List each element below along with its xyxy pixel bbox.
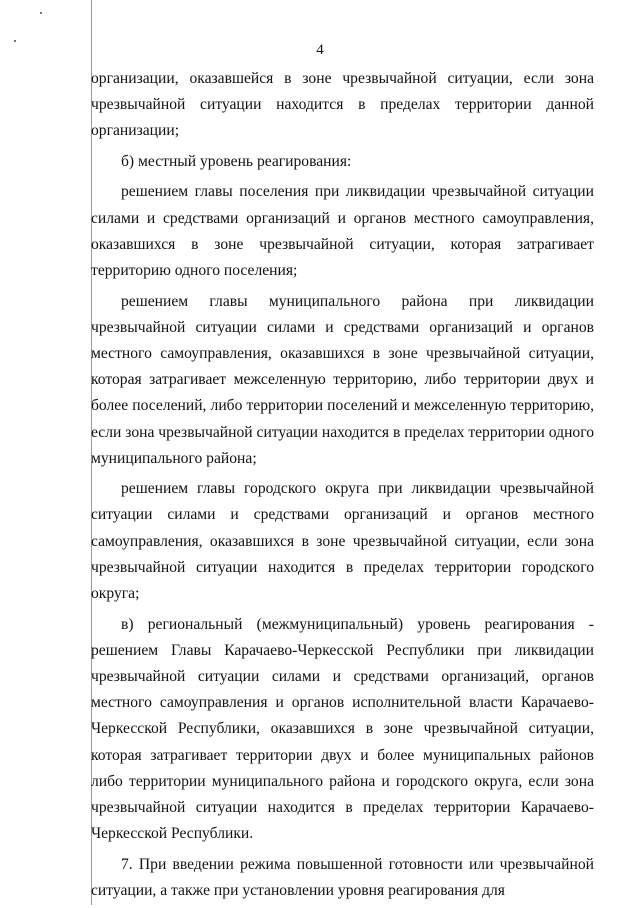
paragraph: организации, оказавшейся в зоне чрезвычайной ситуации, если зона чрезвычайной ситуации находится в пределах территории данной организации; — [91, 70, 594, 140]
scan-speck — [40, 12, 42, 14]
paragraph: решением главы городского округа при ликвидации чрезвычайной ситуации силами и средствами организаций и органов местного самоуправления, оказавшихся в зоне чрезвычайной ситуации, если зона чрезвычайной ситуации находится в пределах территории городского округа; — [91, 480, 594, 603]
paragraph: решением главы поселения при ликвидации чрезвычайной ситуации силами и средствами организаций и органов местного самоуправления, оказавшихся в зоне чрезвычайной ситуации, которая затрагивает территорию одного поселения; — [91, 183, 594, 280]
document-body — [91, 66, 594, 908]
paragraph: решением главы муниципального района при ликвидации чрезвычайной ситуации силами и средствами организаций и органов местного самоуправления, оказавшихся в зоне чрезвычайной ситуации, которая затрагивает межселенную территорию, либо территории двух и более поселений, либо территории поселений и межселенную территорию, если зона чрезвычайной ситуации находится в пределах территории одного муниципального района; — [91, 292, 595, 467]
paragraph: б) местный уровень реагирования: — [121, 152, 352, 170]
paragraph: в) региональный (межмуниципальный) уровень реагирования - решением Главы Карачаево-Черкесской Республики при ликвидации чрезвычайной ситуации силами и средствами организаций, органов местного самоуправления и органов исполнительной власти Карачаево-Черкесской Республики, оказавшихся в зоне чрезвычайной ситуации, которая затрагивает территории двух и более муниципальных районов либо территории муниципального района и городского округа, если зона чрезвычайной ситуации находится в пределах территории Карачаево-Черкесской Республики. — [91, 615, 594, 843]
page-number: 4 — [316, 42, 324, 58]
paragraph: 7. При введении режима повышенной готовности или чрезвычайной ситуации, а также при установлении уровня реагирования для — [91, 855, 594, 899]
